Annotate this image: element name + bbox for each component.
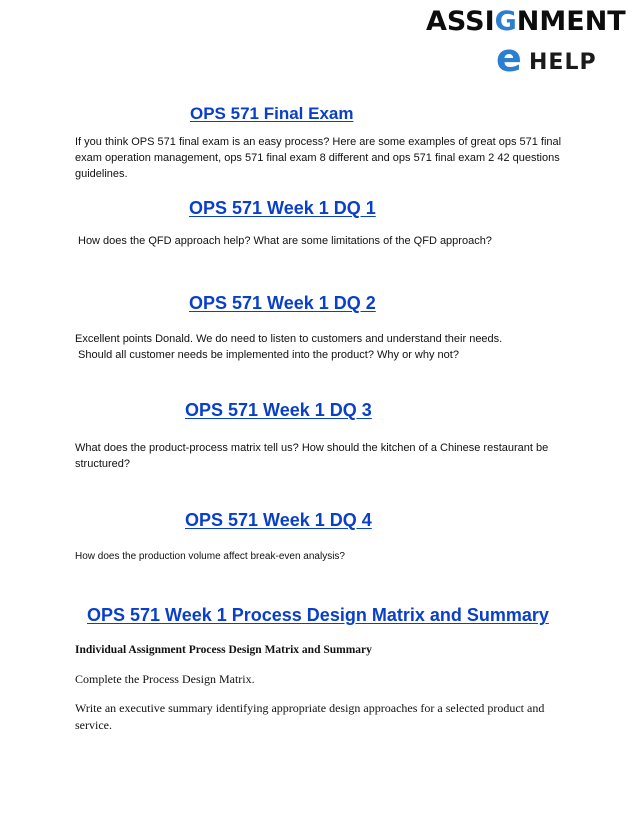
dq3-body: What does the product-process matrix tell us? How should the kitchen of a Chinese restaurant be structured? [75, 442, 549, 470]
final-exam-title[interactable]: OPS 571 Final Exam [190, 104, 354, 123]
matrix-line2: Write an executive summary identifying appropriate design approaches for a selected product and service. [75, 701, 545, 732]
logo-help-text: HELP [529, 50, 597, 75]
dq1-body: How does the QFD approach help? What are some limitations of the QFD approach? [78, 235, 492, 247]
dq2-body-line2: Should all customer needs be implemented into the product? Why or why not? [78, 349, 459, 361]
dq1-title[interactable]: OPS 571 Week 1 DQ 1 [189, 198, 376, 218]
dq3-title[interactable]: OPS 571 Week 1 DQ 3 [185, 400, 372, 420]
dq4-body: How does the production volume affect break-even analysis? [75, 551, 345, 562]
dq2-body-line1: Excellent points Donald. We do need to listen to customers and understand their needs. [75, 333, 503, 345]
dq4-title[interactable]: OPS 571 Week 1 DQ 4 [185, 510, 372, 530]
assignment-help-logo [426, 6, 626, 80]
logo-e-letter: e [496, 36, 522, 80]
final-exam-body: If you think OPS 571 final exam is an easy process? Here are some examples of great ops 571 final exam operation management, ops 571 final exam 8 different and ops 571 final exam 2 42 questions guidelines. [75, 136, 562, 180]
logo-wordmark: ASSIGNMENT [426, 6, 626, 37]
matrix-line1: Complete the Process Design Matrix. [75, 672, 255, 686]
dq2-title[interactable]: OPS 571 Week 1 DQ 2 [189, 293, 376, 313]
matrix-subtitle: Individual Assignment Process Design Matrix and Summary [75, 644, 372, 656]
matrix-title[interactable]: OPS 571 Week 1 Process Design Matrix and Summary [87, 605, 549, 625]
